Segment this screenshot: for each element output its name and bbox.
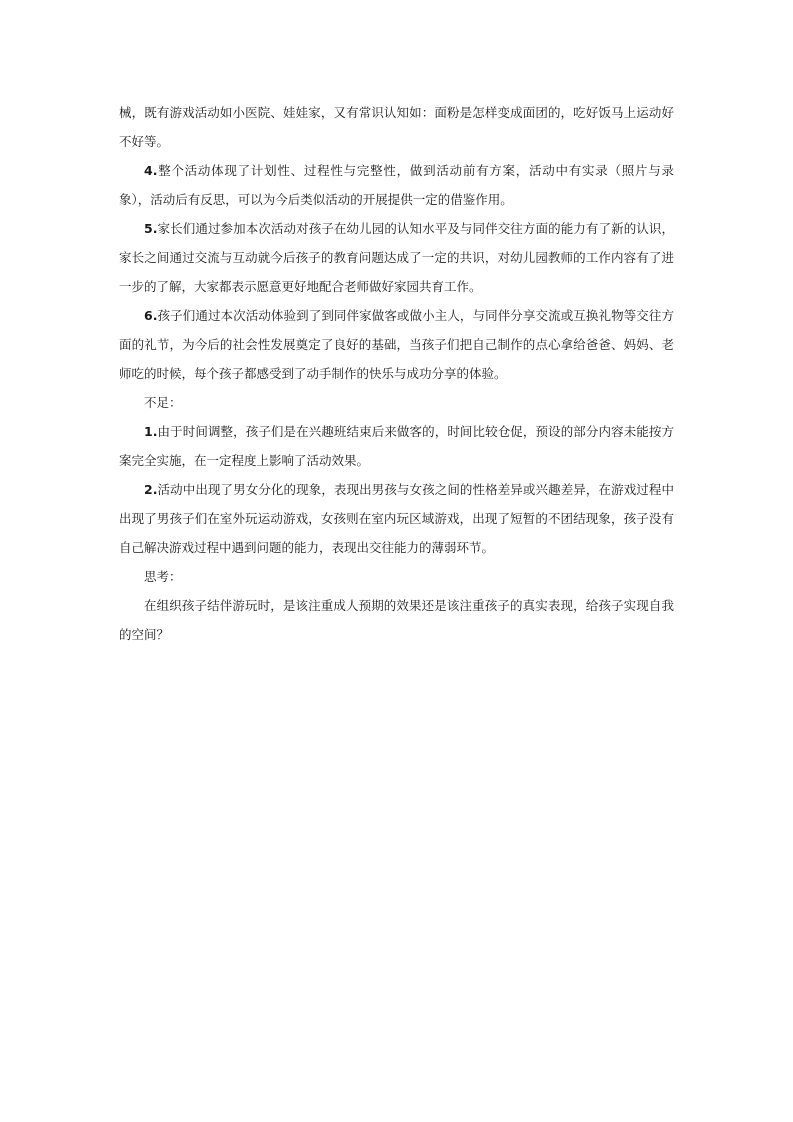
paragraph-text: 由于时间调整，孩子们是在兴趣班结束后来做客的，时间比较仓促，预设的部分内容未能按方案完全实施，在一定程度上影响了活动效果。 [119,424,674,468]
paragraph-shortcoming-1 [119,417,674,475]
item-number: 4. [144,163,158,178]
paragraph-text: 活动中出现了男女分化的现象，表现出男孩与女孩之间的性格差异或兴趣差异，在游戏过程中出现了男孩子们在室外玩运动游戏，女孩则在室内玩区域游戏，出现了短暂的不团结现象，孩子没有自己解决游戏过程中遇到问题的能力，表现出交往能力的薄弱环节。 [119,482,674,555]
paragraph-item-5 [119,214,674,301]
paragraph-shortcoming-2 [119,475,674,562]
paragraph-continued [119,98,674,156]
item-number: 6. [144,308,158,323]
heading-text: 不足： [144,395,182,410]
item-number: 1. [144,424,158,439]
paragraph-text: 孩子们通过本次活动体验到了到同伴家做客或做小主人，与同伴分享交流或互换礼物等交往方面的礼节，为今后的社会性发展奠定了良好的基础，当孩子们把自己制作的点心拿给爸爸、妈妈、老师吃的时候，每个孩子都感受到了动手制作的快乐与成功分享的体验。 [119,308,674,381]
shortcomings-heading [119,388,674,417]
paragraph-item-6 [119,301,674,388]
paragraph-text: 家长们通过参加本次活动对孩子在幼儿园的认知水平及与同伴交往方面的能力有了新的认识，家长之间通过交流与互动就今后孩子的教育问题达成了一定的共识，对幼儿园教师的工作内容有了进一步的了解，大家都表示愿意更好地配合老师做好家园共育工作。 [119,221,674,294]
item-number: 5. [144,221,158,236]
paragraph-text: 械，既有游戏活动如小医院、娃娃家，又有常识认知如：面粉是怎样变成面团的，吃好饭马上运动好不好等。 [119,105,674,149]
reflection-heading [119,562,674,591]
heading-text: 思考： [144,569,182,584]
item-number: 2. [144,482,158,497]
document-body [119,98,674,649]
paragraph-text: 整个活动体现了计划性、过程性与完整性，做到活动前有方案，活动中有实录（照片与录象），活动后有反思，可以为今后类似活动的开展提供一定的借鉴作用。 [119,163,674,207]
paragraph-reflection [119,591,674,649]
paragraph-text: 在组织孩子结伴游玩时，是该注重成人预期的效果还是该注重孩子的真实表现，给孩子实现自我的空间？ [119,598,674,642]
paragraph-item-4 [119,156,674,214]
